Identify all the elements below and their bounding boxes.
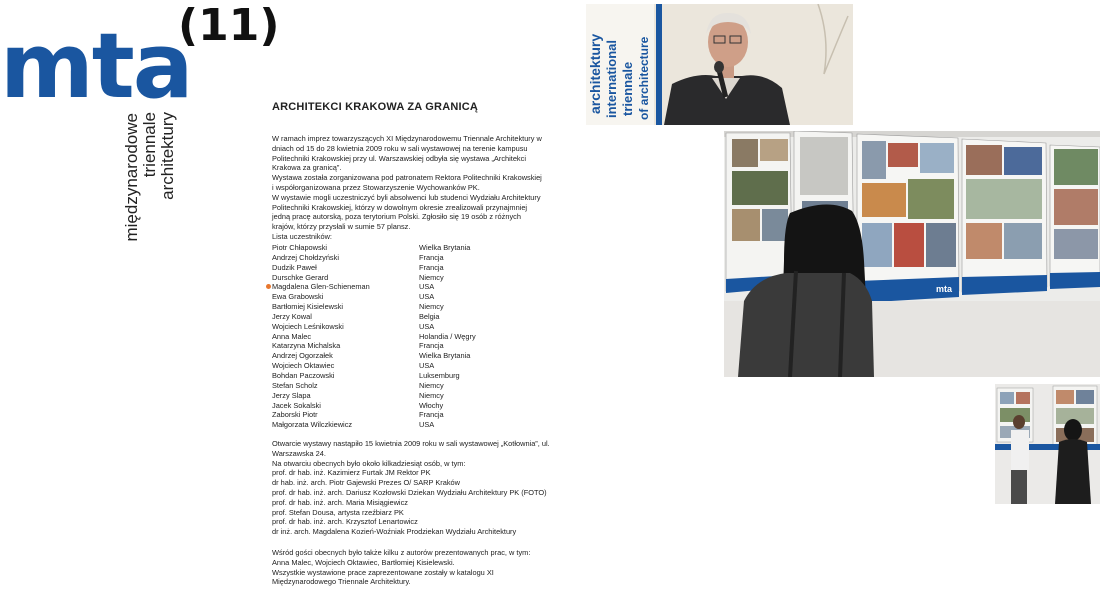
photo-speaker <box>586 4 853 125</box>
participant-name: Andrzej Chołdzyński <box>272 252 339 262</box>
participant-country: USA <box>419 361 435 371</box>
participant-row <box>272 332 532 342</box>
vertical-subtitle <box>123 112 243 242</box>
subtitle-line-2: triennale <box>140 112 159 178</box>
participant-name: Katarzyna Michalska <box>272 341 341 351</box>
opening-line: prof. dr hab. inż. Kazimierz Furtak JM Rektor PK <box>272 468 431 478</box>
intro-paragraph: Wystawa została zorganizowana pod patronatem Rektora Politechniki Krakowskiej i współorganizowana przez Stowarzyszenie Wychowanków PK. <box>272 173 542 192</box>
banner-line-4: of architecture <box>637 36 651 120</box>
participant-country: Francja <box>419 410 444 420</box>
participant-name: Małgorzata Wilczkiewicz <box>272 420 353 430</box>
participant-name: Piotr Chłapowski <box>272 243 328 252</box>
banner-line-1: architektury <box>587 33 603 114</box>
participant-name: Wojciech Leśnikowski <box>272 321 344 331</box>
participant-row <box>272 351 532 361</box>
participant-country: USA <box>419 420 435 430</box>
participant-country: Francja <box>419 341 444 351</box>
participant-country: Wielka Brytania <box>419 351 471 361</box>
mta-logo: mta <box>0 14 192 119</box>
participant-country: USA <box>419 321 435 331</box>
opening-line: dr hab. inż. arch. Piotr Gajewski Prezes O/ SARP Kraków <box>272 478 460 488</box>
issue-number: (11) <box>178 0 280 51</box>
participant-name: Ewa Grabowski <box>272 292 324 302</box>
participant-row <box>272 391 532 401</box>
photo-exhibition <box>724 131 1100 377</box>
opening-line: prof. dr hab. inż. arch. Krzysztof Lenartowicz <box>272 517 418 527</box>
participant-name: Dudzik Paweł <box>272 262 317 272</box>
opening-section <box>272 439 552 537</box>
guests-line: Wśród gości obecnych było także kilku z autorów prezentowanych prac, w tym: <box>272 548 531 557</box>
bullet-marker <box>266 284 271 289</box>
participant-name: Jacek Sokalski <box>272 400 321 410</box>
participant-name: Bartłomiej Kisielewski <box>272 302 344 312</box>
participant-row <box>272 292 532 302</box>
subtitle-line-1: międzynarodowe <box>122 113 141 242</box>
participant-country: Niemcy <box>419 380 444 390</box>
participant-country: Niemcy <box>419 302 444 312</box>
photo-exhibition-illustration <box>724 131 1100 377</box>
opening-line: prof. dr hab. inż. arch. Maria Misiągiewicz <box>272 497 408 507</box>
guests-section <box>272 548 552 587</box>
participant-row <box>272 243 532 253</box>
participant-country: Niemcy <box>419 272 444 282</box>
participant-country: Włochy <box>419 400 444 410</box>
participant-name: Anna Malec <box>272 331 312 341</box>
participant-name: Durschke Gerard <box>272 272 329 282</box>
participant-row <box>272 322 532 332</box>
participant-row <box>272 273 532 283</box>
photo-visitors-illustration <box>995 384 1100 504</box>
photo-speaker-illustration <box>586 4 853 125</box>
participant-name: Stefan Scholz <box>272 380 318 390</box>
participant-row <box>272 253 532 263</box>
photo-visitors <box>995 384 1100 504</box>
participant-country: Niemcy <box>419 390 444 400</box>
banner-line-2: international <box>604 39 619 118</box>
participant-name: Magdalena Glen-Schieneman <box>272 282 370 292</box>
participant-name: Zaborski Piotr <box>272 410 318 420</box>
participant-country: USA <box>419 282 435 292</box>
subtitle-line-3: architektury <box>158 112 177 200</box>
participant-row <box>272 263 532 273</box>
intro-paragraph: W ramach imprez towarzyszących XI Międzynarodowemu Triennale Architektury w dniach od 15 do 28 kwietnia 2009 roku w sali wystawowej na terenie kampusu Politechniki Krakowskiej przy ul. Warszawskiej odbyła się wystawa „Architekci Krakowa za granicą”. <box>272 134 542 173</box>
participant-row <box>272 341 532 351</box>
opening-line: dr inż. arch. Magdalena Kozień-Woźniak Prodziekan Wydziału Architektury <box>272 527 517 537</box>
opening-line: Otwarcie wystawy nastąpiło 15 kwietnia 2009 roku w sali wystawowej „Kotłownia”, ul. Warszawska 24. <box>272 439 550 458</box>
participant-country: Belgia <box>419 311 440 321</box>
participant-row <box>272 401 532 411</box>
guests-line: Wszystkie wystawione prace zaprezentowane zostały w katalogu XI Międzynarodowego Triennale Architektury. <box>272 567 494 587</box>
participant-country: Holandia / Węgry <box>419 331 476 341</box>
article-intro <box>272 134 542 242</box>
opening-line: Na otwarciu obecnych było około kilkadziesiąt osób, w tym: <box>272 458 466 468</box>
article-title: ARCHITEKCI KRAKOWA ZA GRANICĄ <box>272 101 479 113</box>
guests-line: Anna Malec, Wojciech Oktawiec, Bartłomiej Kisielewski. <box>272 557 455 567</box>
participant-name: Jerzy Kowal <box>272 311 312 321</box>
list-heading: Lista uczestników: <box>272 231 332 241</box>
board-brand: mta <box>936 284 953 294</box>
participant-row <box>272 361 532 371</box>
opening-line: prof. Stefan Dousa, artysta rzeźbiarz PK <box>272 507 404 517</box>
participant-name: Wojciech Oktawiec <box>272 361 335 371</box>
participant-country: Wielka Brytania <box>419 243 471 252</box>
participant-row <box>272 371 532 381</box>
participant-row <box>272 381 532 391</box>
participant-country: Francja <box>419 262 444 272</box>
intro-paragraph: W wystawie mogli uczestniczyć byli absolwenci lub studenci Wydziału Architektury Politechniki Krakowskiej, którzy w dowolnym okresie zrealizowali przynajmniej jedną pracę autorską, poza terytorium Polski. Zgłosiło się 19 osób z różnych krajów, którzy przysłali w sumie 57 plansz. <box>272 192 541 232</box>
participant-row <box>272 410 532 420</box>
participant-row <box>272 282 532 292</box>
participant-row <box>272 420 532 430</box>
banner-line-3: triennale <box>620 61 635 116</box>
participant-name: Jerzy Slapa <box>272 390 311 400</box>
opening-line: prof. dr hab. inż. arch. Dariusz Kozłowski Dziekan Wydziału Architektury PK (FOTO) <box>272 487 547 497</box>
participant-country: Luksemburg <box>419 370 460 380</box>
participants-list <box>272 243 532 430</box>
participant-name: Andrzej Ogorzałek <box>272 351 333 361</box>
participant-country: Francja <box>419 252 444 262</box>
participant-name: Bohdan Paczowski <box>272 370 335 380</box>
participant-row <box>272 302 532 312</box>
participant-row <box>272 312 532 322</box>
participant-country: USA <box>419 292 435 302</box>
